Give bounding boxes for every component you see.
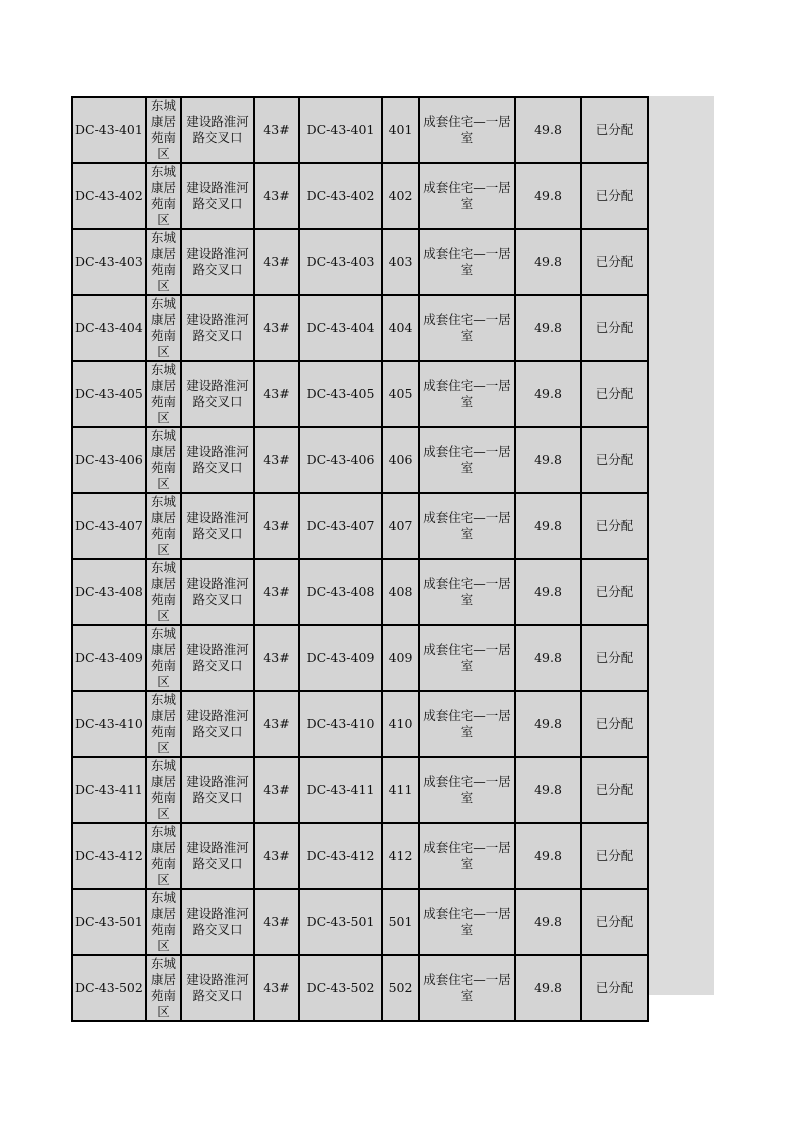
cell-code: DC-43-404 bbox=[72, 295, 146, 361]
cell-community: 东城康居苑南区 bbox=[146, 163, 181, 229]
cell-room: 405 bbox=[382, 361, 419, 427]
cell-status: 已分配 bbox=[581, 97, 648, 163]
cell-location: 建设路淮河路交叉口 bbox=[181, 229, 254, 295]
table-row bbox=[72, 361, 648, 427]
cell-status: 已分配 bbox=[581, 493, 648, 559]
cell-room: 407 bbox=[382, 493, 419, 559]
table-row bbox=[72, 955, 648, 1021]
cell-location: 建设路淮河路交叉口 bbox=[181, 163, 254, 229]
cell-code: DC-43-501 bbox=[72, 889, 146, 955]
cell-community: 东城康居苑南区 bbox=[146, 229, 181, 295]
cell-location: 建设路淮河路交叉口 bbox=[181, 493, 254, 559]
table-row bbox=[72, 823, 648, 889]
cell-unit-code: DC-43-404 bbox=[299, 295, 382, 361]
cell-type: 成套住宅—一居室 bbox=[419, 625, 515, 691]
cell-status: 已分配 bbox=[581, 691, 648, 757]
cell-status: 已分配 bbox=[581, 229, 648, 295]
cell-unit-code: DC-43-408 bbox=[299, 559, 382, 625]
gray-side-panel bbox=[647, 96, 714, 995]
cell-building: 43# bbox=[254, 493, 299, 559]
cell-unit-code: DC-43-407 bbox=[299, 493, 382, 559]
cell-area: 49.8 bbox=[515, 97, 581, 163]
cell-area: 49.8 bbox=[515, 625, 581, 691]
cell-unit-code: DC-43-405 bbox=[299, 361, 382, 427]
table-row bbox=[72, 625, 648, 691]
cell-community: 东城康居苑南区 bbox=[146, 757, 181, 823]
cell-location: 建设路淮河路交叉口 bbox=[181, 559, 254, 625]
cell-area: 49.8 bbox=[515, 493, 581, 559]
cell-building: 43# bbox=[254, 229, 299, 295]
cell-type: 成套住宅—一居室 bbox=[419, 97, 515, 163]
cell-type: 成套住宅—一居室 bbox=[419, 691, 515, 757]
cell-location: 建设路淮河路交叉口 bbox=[181, 625, 254, 691]
cell-unit-code: DC-43-410 bbox=[299, 691, 382, 757]
cell-unit-code: DC-43-406 bbox=[299, 427, 382, 493]
cell-community: 东城康居苑南区 bbox=[146, 625, 181, 691]
cell-area: 49.8 bbox=[515, 955, 581, 1021]
cell-unit-code: DC-43-501 bbox=[299, 889, 382, 955]
cell-room: 501 bbox=[382, 889, 419, 955]
cell-code: DC-43-412 bbox=[72, 823, 146, 889]
cell-code: DC-43-410 bbox=[72, 691, 146, 757]
cell-community: 东城康居苑南区 bbox=[146, 691, 181, 757]
cell-area: 49.8 bbox=[515, 361, 581, 427]
cell-area: 49.8 bbox=[515, 229, 581, 295]
cell-status: 已分配 bbox=[581, 955, 648, 1021]
cell-code: DC-43-405 bbox=[72, 361, 146, 427]
cell-type: 成套住宅—一居室 bbox=[419, 559, 515, 625]
table-row bbox=[72, 889, 648, 955]
cell-unit-code: DC-43-412 bbox=[299, 823, 382, 889]
cell-location: 建设路淮河路交叉口 bbox=[181, 823, 254, 889]
table-row bbox=[72, 493, 648, 559]
cell-code: DC-43-406 bbox=[72, 427, 146, 493]
cell-building: 43# bbox=[254, 757, 299, 823]
cell-location: 建设路淮河路交叉口 bbox=[181, 955, 254, 1021]
cell-code: DC-43-401 bbox=[72, 97, 146, 163]
cell-status: 已分配 bbox=[581, 625, 648, 691]
cell-area: 49.8 bbox=[515, 559, 581, 625]
cell-community: 东城康居苑南区 bbox=[146, 295, 181, 361]
cell-unit-code: DC-43-502 bbox=[299, 955, 382, 1021]
cell-building: 43# bbox=[254, 691, 299, 757]
cell-code: DC-43-409 bbox=[72, 625, 146, 691]
cell-type: 成套住宅—一居室 bbox=[419, 823, 515, 889]
cell-status: 已分配 bbox=[581, 889, 648, 955]
cell-room: 412 bbox=[382, 823, 419, 889]
table-row bbox=[72, 97, 648, 163]
cell-type: 成套住宅—一居室 bbox=[419, 955, 515, 1021]
cell-type: 成套住宅—一居室 bbox=[419, 163, 515, 229]
cell-unit-code: DC-43-403 bbox=[299, 229, 382, 295]
cell-code: DC-43-402 bbox=[72, 163, 146, 229]
cell-building: 43# bbox=[254, 295, 299, 361]
cell-community: 东城康居苑南区 bbox=[146, 493, 181, 559]
cell-location: 建设路淮河路交叉口 bbox=[181, 757, 254, 823]
cell-code: DC-43-502 bbox=[72, 955, 146, 1021]
cell-community: 东城康居苑南区 bbox=[146, 559, 181, 625]
cell-room: 411 bbox=[382, 757, 419, 823]
cell-area: 49.8 bbox=[515, 889, 581, 955]
cell-building: 43# bbox=[254, 559, 299, 625]
cell-building: 43# bbox=[254, 361, 299, 427]
cell-type: 成套住宅—一居室 bbox=[419, 361, 515, 427]
cell-room: 502 bbox=[382, 955, 419, 1021]
cell-building: 43# bbox=[254, 427, 299, 493]
cell-community: 东城康居苑南区 bbox=[146, 889, 181, 955]
cell-community: 东城康居苑南区 bbox=[146, 97, 181, 163]
cell-area: 49.8 bbox=[515, 691, 581, 757]
cell-community: 东城康居苑南区 bbox=[146, 823, 181, 889]
cell-type: 成套住宅—一居室 bbox=[419, 229, 515, 295]
cell-status: 已分配 bbox=[581, 559, 648, 625]
cell-status: 已分配 bbox=[581, 427, 648, 493]
cell-building: 43# bbox=[254, 889, 299, 955]
cell-area: 49.8 bbox=[515, 757, 581, 823]
cell-code: DC-43-408 bbox=[72, 559, 146, 625]
cell-room: 406 bbox=[382, 427, 419, 493]
cell-building: 43# bbox=[254, 163, 299, 229]
table-body bbox=[72, 97, 648, 1021]
cell-room: 404 bbox=[382, 295, 419, 361]
cell-unit-code: DC-43-409 bbox=[299, 625, 382, 691]
table-row bbox=[72, 295, 648, 361]
cell-area: 49.8 bbox=[515, 295, 581, 361]
housing-allocation-table bbox=[71, 96, 649, 1022]
cell-location: 建设路淮河路交叉口 bbox=[181, 427, 254, 493]
cell-type: 成套住宅—一居室 bbox=[419, 427, 515, 493]
cell-location: 建设路淮河路交叉口 bbox=[181, 361, 254, 427]
table-row bbox=[72, 427, 648, 493]
table-row bbox=[72, 757, 648, 823]
cell-code: DC-43-403 bbox=[72, 229, 146, 295]
table-row bbox=[72, 559, 648, 625]
cell-code: DC-43-407 bbox=[72, 493, 146, 559]
cell-room: 401 bbox=[382, 97, 419, 163]
cell-area: 49.8 bbox=[515, 163, 581, 229]
cell-building: 43# bbox=[254, 823, 299, 889]
cell-status: 已分配 bbox=[581, 163, 648, 229]
cell-community: 东城康居苑南区 bbox=[146, 361, 181, 427]
cell-code: DC-43-411 bbox=[72, 757, 146, 823]
cell-unit-code: DC-43-402 bbox=[299, 163, 382, 229]
table-row bbox=[72, 163, 648, 229]
cell-room: 410 bbox=[382, 691, 419, 757]
cell-status: 已分配 bbox=[581, 823, 648, 889]
cell-type: 成套住宅—一居室 bbox=[419, 295, 515, 361]
cell-status: 已分配 bbox=[581, 295, 648, 361]
cell-location: 建设路淮河路交叉口 bbox=[181, 889, 254, 955]
cell-status: 已分配 bbox=[581, 757, 648, 823]
cell-unit-code: DC-43-411 bbox=[299, 757, 382, 823]
cell-type: 成套住宅—一居室 bbox=[419, 493, 515, 559]
cell-community: 东城康居苑南区 bbox=[146, 427, 181, 493]
cell-room: 402 bbox=[382, 163, 419, 229]
cell-unit-code: DC-43-401 bbox=[299, 97, 382, 163]
table-row bbox=[72, 691, 648, 757]
cell-area: 49.8 bbox=[515, 427, 581, 493]
cell-room: 403 bbox=[382, 229, 419, 295]
cell-building: 43# bbox=[254, 625, 299, 691]
cell-building: 43# bbox=[254, 955, 299, 1021]
cell-location: 建设路淮河路交叉口 bbox=[181, 97, 254, 163]
cell-status: 已分配 bbox=[581, 361, 648, 427]
cell-type: 成套住宅—一居室 bbox=[419, 757, 515, 823]
cell-area: 49.8 bbox=[515, 823, 581, 889]
cell-room: 409 bbox=[382, 625, 419, 691]
cell-room: 408 bbox=[382, 559, 419, 625]
cell-community: 东城康居苑南区 bbox=[146, 955, 181, 1021]
cell-building: 43# bbox=[254, 97, 299, 163]
cell-location: 建设路淮河路交叉口 bbox=[181, 691, 254, 757]
cell-type: 成套住宅—一居室 bbox=[419, 889, 515, 955]
cell-location: 建设路淮河路交叉口 bbox=[181, 295, 254, 361]
table-row bbox=[72, 229, 648, 295]
